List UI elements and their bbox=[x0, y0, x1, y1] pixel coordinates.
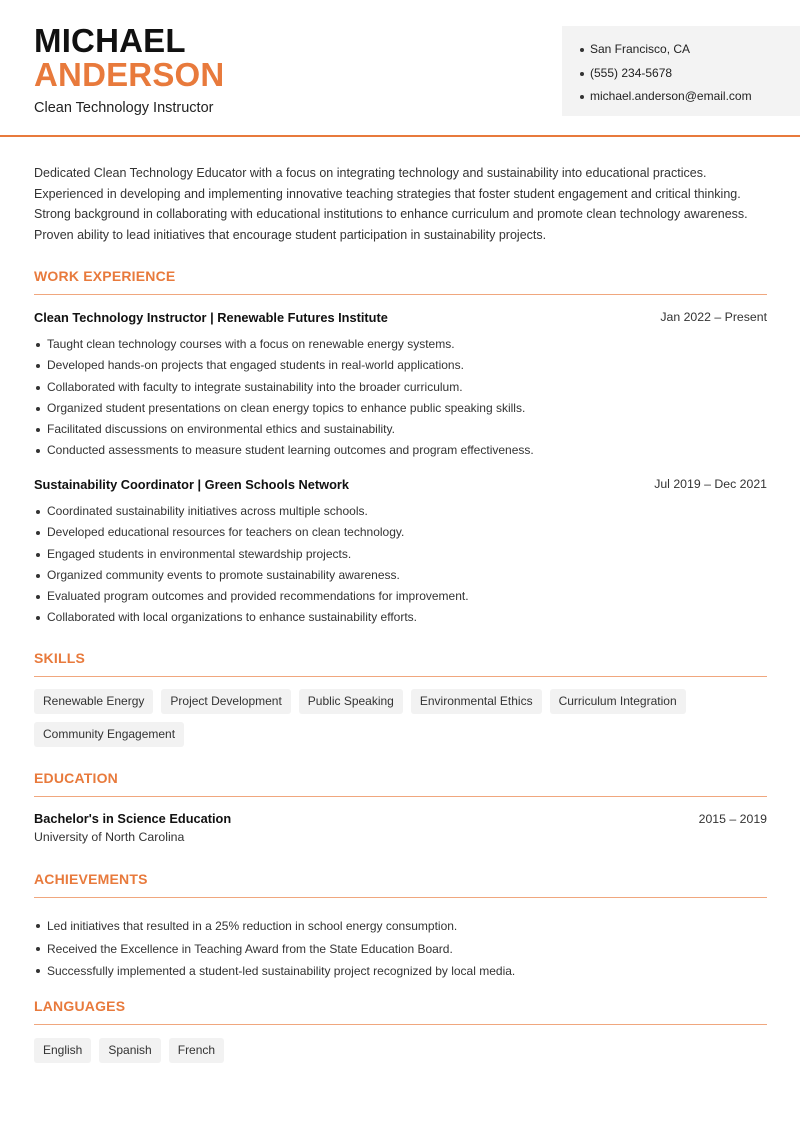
list-item: Organized community events to promote sustainability awareness. bbox=[34, 565, 767, 586]
list-item: Collaborated with local organizations to enhance sustainability efforts. bbox=[34, 607, 767, 628]
job-title: Sustainability Coordinator | Green Schools Network bbox=[34, 477, 350, 492]
section-title-work: WORK EXPERIENCE bbox=[34, 268, 176, 284]
list-item: Coordinated sustainability initiatives across multiple schools. bbox=[34, 501, 767, 522]
contact-email: michael.anderson@email.com bbox=[580, 85, 800, 109]
language-chip: English bbox=[34, 1038, 91, 1063]
section-title-education: EDUCATION bbox=[34, 770, 118, 786]
candidate-name bbox=[34, 24, 224, 92]
section-divider bbox=[34, 1024, 767, 1025]
section-title-achievements: ACHIEVEMENTS bbox=[34, 871, 148, 887]
section-title-skills: SKILLS bbox=[34, 650, 85, 666]
skill-chip: Community Engagement bbox=[34, 722, 184, 747]
job-date: Jan 2022 – Present bbox=[660, 310, 767, 324]
contact-phone: (555) 234-5678 bbox=[580, 62, 800, 86]
last-name: ANDERSON bbox=[34, 56, 225, 93]
section-divider bbox=[34, 294, 767, 295]
section-divider bbox=[34, 897, 767, 898]
skills-list bbox=[34, 689, 767, 747]
list-item: Developed hands-on projects that engaged students in real-world applications. bbox=[34, 355, 767, 376]
section-title-languages: LANGUAGES bbox=[34, 998, 126, 1014]
education-school: University of North Carolina bbox=[34, 830, 185, 844]
list-item: Received the Excellence in Teaching Award from the State Education Board. bbox=[34, 938, 767, 961]
first-name: MICHAEL bbox=[34, 22, 186, 59]
contact-box bbox=[562, 26, 800, 116]
list-item: Evaluated program outcomes and provided recommendations for improvement. bbox=[34, 586, 767, 607]
section-divider bbox=[34, 676, 767, 677]
languages-list bbox=[34, 1038, 767, 1063]
contact-location: San Francisco, CA bbox=[580, 38, 800, 62]
profile-summary: Dedicated Clean Technology Educator with a focus on integrating technology and sustainability into educational practices. Experienced in developing and implementing innovative teaching strategies that foster student engagement and critical thinking. Strong background in collaborating with educational institutions to enhance curriculum and promote clean technology awareness. Proven ability to lead initiatives that encourage student participation in sustainability projects. bbox=[34, 166, 748, 243]
list-item: Conducted assessments to measure student learning outcomes and program effectiveness. bbox=[34, 440, 767, 461]
list-item: Taught clean technology courses with a focus on renewable energy systems. bbox=[34, 334, 767, 355]
job-entry bbox=[34, 477, 767, 629]
education-date: 2015 – 2019 bbox=[698, 812, 767, 826]
list-item: Developed educational resources for teachers on clean technology. bbox=[34, 522, 767, 543]
list-item: Facilitated discussions on environmental ethics and sustainability. bbox=[34, 419, 767, 440]
skill-chip: Renewable Energy bbox=[34, 689, 153, 714]
skill-chip: Environmental Ethics bbox=[411, 689, 542, 714]
resume-header bbox=[0, 0, 800, 137]
job-title: Clean Technology Instructor | Renewable Futures Institute bbox=[34, 310, 388, 325]
education-entry bbox=[34, 811, 767, 844]
list-item: Led initiatives that resulted in a 25% reduction in school energy consumption. bbox=[34, 915, 767, 938]
language-chip: Spanish bbox=[99, 1038, 160, 1063]
list-item: Successfully implemented a student-led sustainability project recognized by local media. bbox=[34, 960, 767, 983]
job-bullets bbox=[34, 501, 767, 629]
language-chip: French bbox=[169, 1038, 224, 1063]
job-bullets bbox=[34, 334, 767, 462]
list-item: Organized student presentations on clean energy topics to enhance public speaking skills. bbox=[34, 398, 767, 419]
list-item: Collaborated with faculty to integrate sustainability into the broader curriculum. bbox=[34, 377, 767, 398]
job-date: Jul 2019 – Dec 2021 bbox=[654, 477, 767, 491]
skill-chip: Project Development bbox=[161, 689, 290, 714]
skill-chip: Curriculum Integration bbox=[550, 689, 686, 714]
achievements-list bbox=[34, 909, 767, 983]
skill-chip: Public Speaking bbox=[299, 689, 403, 714]
section-divider bbox=[34, 796, 767, 797]
job-entry bbox=[34, 310, 767, 462]
list-item: Engaged students in environmental stewardship projects. bbox=[34, 544, 767, 565]
education-degree: Bachelor's in Science Education bbox=[34, 811, 232, 826]
job-title-headline: Clean Technology Instructor bbox=[34, 100, 214, 116]
